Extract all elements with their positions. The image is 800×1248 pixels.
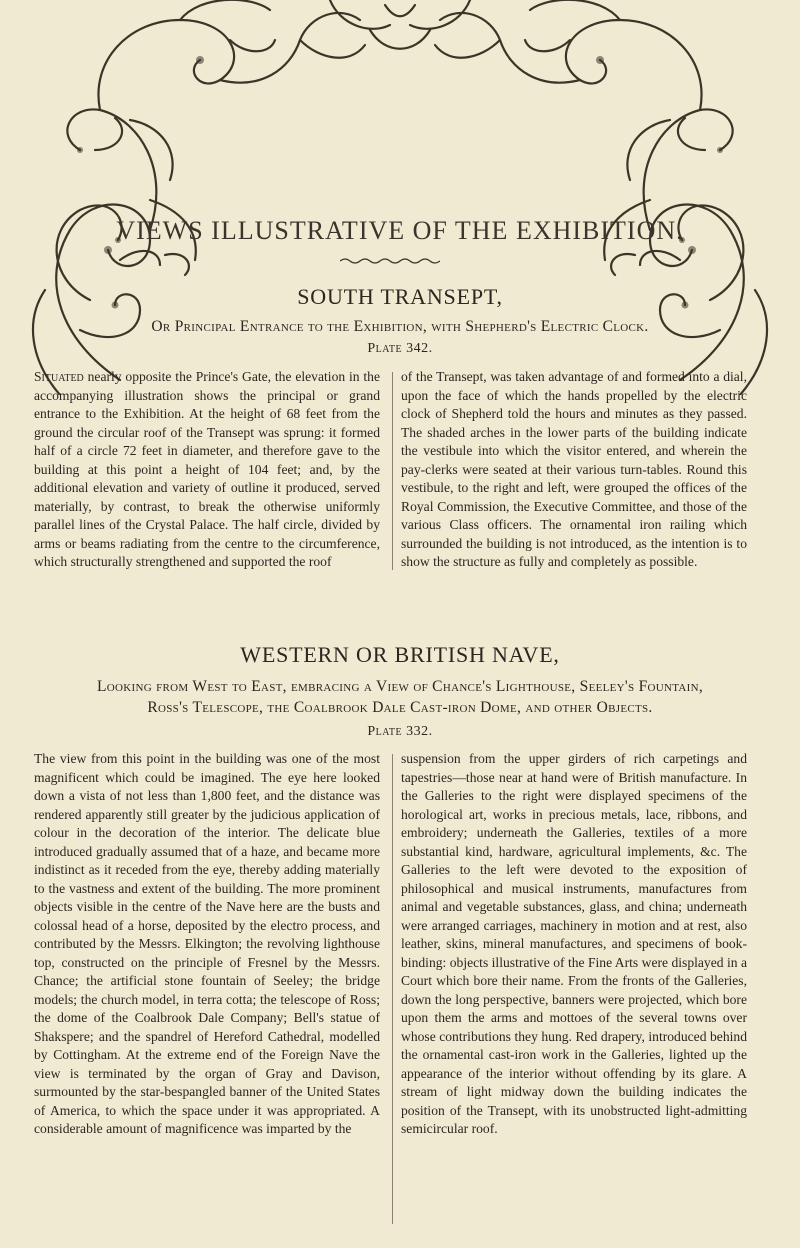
column-divider <box>392 754 393 1224</box>
section2-column-left: The view from this point in the building was one of the most magnificent which could be imagined. The eye here looked down a vista of not less than 1,800 feet, and the distance was rendered apparently still greater by the judicious application of colour in the decoration of the interior. The delicate blue introduced gradually assumed that of a haze, and became more indistinct as it receded from the eye, thereby adding materially to the vastness and extent of the building. The more prominent objects visible in the centre of the Nave here are the busts and colossal head of a horse, deposited by the electro process, and contributed by the Messrs. Elkington; the revolving lighthouse top, constructed on the principle of Fresnel by the Messrs. Chance; the artificial stone fountain of Seeley; the bridge models; the church model, in terra cotta; the telescope of Ross; the dome of the Coalbrook Dale Company; Bell's statue of Shakspere; and the spandrel of Hereford Cathedral, modelled by Cottingham. At the extreme end of the Foreign Nave the view is terminated by the organ of Gray and Davison, surmounted by the star-bespangled banner of the United States of America, to which the space under it was appropriated. A considerable amount of magnificence was imparted by the <box>34 751 380 1136</box>
section2-title: WESTERN OR BRITISH NAVE, <box>240 642 560 667</box>
section2-subtitle-line1: Looking from West to East, embracing a View of Chance's Lighthouse, Seeley's Fountain, <box>97 678 703 695</box>
section1-column-left <box>34 368 380 572</box>
section1-title: SOUTH TRANSEPT, <box>297 284 503 309</box>
header-title: VIEWS ILLUSTRATIVE OF THE EXHIBITION. <box>116 216 684 245</box>
section2-column-right: suspension from the upper girders of rich carpetings and tapestries—those near at hand were of British manufacture. In the Galleries to the right were displayed specimens of the horological art, works in precious metals, lace, ribbons, and embroidery; underneath the Galleries, textiles of a more substantial kind, hardware, agricultural implements, &c. The Galleries to the left were devoted to the exposition of philosophical and musical instruments, manufactures from animal and vegetable substances, glass, and china; underneath were arranged carriages, machinery in motion and at rest, also leather, skins, mineral manufactures, and specimens of book-binding: objects illustrative of the Fine Arts were displayed in a Court which bore their name. From the fronts of the Galleries, down the long perspective, banners were projected, which bore upon them the arms and mottoes of the several towns over whose contributions they hung. Red drapery, introduced behind the ornamental cast-iron work in the Galleries, lighted up the appearance of the interior without offending by its glare. A stream of light midway down the building indicates the position of the Transept, with its unobstructed light-admitting semicircular roof. <box>401 751 747 1136</box>
wavy-rule-icon <box>340 257 440 265</box>
section1-left-text: nearly opposite the Prince's Gate, the elevation in the accompanying illustration shows the principal or grand entrance to the Exhibition. At the height of 68 feet from the ground the circular roof of the Transept was sprung: it formed half of a circle 72 feet in diameter, and therefore gave to the building at this point a height of 104 feet; and, by the additional elevation and variety of outline it produced, served materially, by contrast, to break the otherwise uniformly parallel lines of the Crystal Palace. The half circle, divided by arms or beams radiating from the centre to the circumference, which structurally strengthened and supported the roof <box>34 369 380 569</box>
section1-column-right: of the Transept, was taken advantage of and formed into a dial, upon the face of which the hands propelled by the electric clock of Shepherd told the hours and minutes as they passed. The shaded arches in the lower parts of the building indicate the vestibule into which the visitor entered, and wherein the pay-clerks were seated at their various turn-tables. Round this vestibule, to the right and left, were grouped the offices of the Royal Commission, the Executive Committee, and those of the various Class officers. The ornamental iron railing which surrounded the building is not introduced, as the intention is to show the structure as fully and completely as possible. <box>401 369 747 569</box>
column-divider <box>392 372 393 570</box>
section2-plate: Plate 332. <box>367 724 433 739</box>
section1-lead: Situated <box>34 369 84 384</box>
section2-subtitle-line2: Ross's Telescope, the Coalbrook Dale Cast-iron Dome, and other Objects. <box>147 699 653 716</box>
section1-plate: Plate 342. <box>367 341 433 356</box>
section1-subtitle: Or Principal Entrance to the Exhibition, with Shepherd's Electric Clock. <box>151 318 649 335</box>
